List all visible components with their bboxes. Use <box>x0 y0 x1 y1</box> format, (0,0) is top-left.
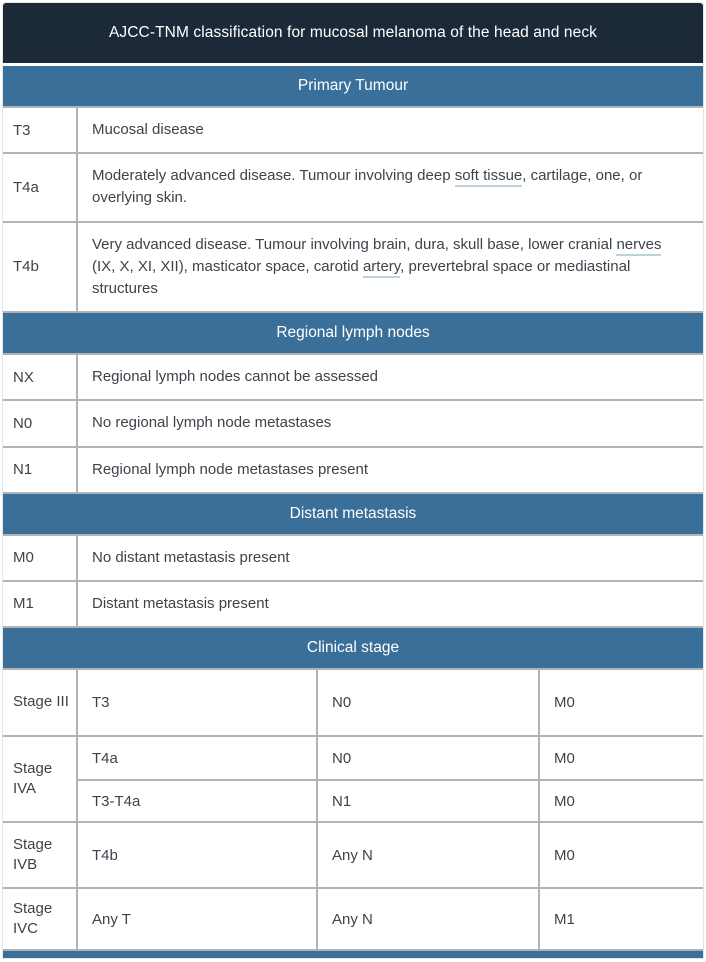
row-t3 <box>3 108 703 154</box>
table-title: AJCC-TNM classification for mucosal melanoma of the head and neck <box>3 3 703 63</box>
stage-ivc-m: M1 <box>554 910 575 928</box>
stage-ivb-m: M0 <box>554 846 575 864</box>
description-text: , prevertebral space or mediastinal structures <box>92 257 631 297</box>
tnm-classification-table <box>2 2 704 959</box>
stage-iii-m: M0 <box>554 694 575 712</box>
nx-code: NX <box>3 355 78 399</box>
description-text: Very advanced disease. Tumour involving brain, dura, skull base, lower cranial <box>92 235 617 253</box>
stage-iva-n-1: N0 <box>318 737 540 779</box>
stage-iii-label: Stage III <box>3 670 78 735</box>
description-text: , cartilage, one, or overlying skin. <box>92 167 643 207</box>
stage-iva-t-2: T3-T4a <box>78 781 318 821</box>
stage-iva-n-2: N1 <box>318 781 540 821</box>
stage-ivb-n: Any N <box>318 823 540 887</box>
n1-code: N1 <box>3 448 78 492</box>
m1-code: M1 <box>3 582 78 626</box>
t3-code: T3 <box>3 108 78 152</box>
description-text: Regional lymph node metastases present <box>92 460 368 478</box>
row-t4a <box>3 154 703 222</box>
stage-ivc-row <box>3 889 703 951</box>
stage-ivb-t: T4b <box>78 823 318 887</box>
t4b-code: T4b <box>3 223 78 312</box>
t4a-code: T4a <box>3 154 78 220</box>
tooltip-term[interactable]: soft tissue <box>455 167 523 187</box>
n0-description <box>78 401 703 445</box>
tooltip-term[interactable]: nerves <box>616 236 661 256</box>
description-text: No distant metastasis present <box>92 548 290 566</box>
stage-ivb-row <box>3 823 703 889</box>
description-text: Regional lymph nodes cannot be assessed <box>92 368 379 386</box>
description-text: Distant metastasis present <box>92 594 269 612</box>
t4a-description <box>78 154 703 220</box>
next-section-header-partial <box>3 951 703 958</box>
row-n0 <box>3 401 703 447</box>
stage-ivc-label: Stage IVC <box>3 889 78 949</box>
stage-iva-label: Stage IVA <box>3 737 78 821</box>
row-nx <box>3 355 703 401</box>
n1-description <box>78 448 703 492</box>
section-header-distant-metastasis: Distant metastasis <box>3 494 703 536</box>
row-n1 <box>3 448 703 494</box>
m0-code: M0 <box>3 536 78 580</box>
section-header-primary-tumour: Primary Tumour <box>3 66 703 108</box>
section-header-clinical-stage: Clinical stage <box>3 628 703 670</box>
stage-ivc-n: Any N <box>318 889 540 949</box>
nx-description <box>78 355 703 399</box>
tooltip-term[interactable]: artery <box>363 258 400 278</box>
stage-iva-t-1: T4a <box>78 737 318 779</box>
t3-description <box>78 108 703 152</box>
stage-iii-row <box>3 670 703 737</box>
row-t4b <box>3 223 703 314</box>
stage-iva-m-1: M0 <box>554 749 575 767</box>
m0-description <box>78 536 703 580</box>
m1-description <box>78 582 703 626</box>
description-text: Mucosal disease <box>92 121 204 138</box>
stage-iii-n: N0 <box>318 670 540 735</box>
stage-iva-m-2: M0 <box>554 792 575 810</box>
row-m1 <box>3 582 703 628</box>
description-text: Moderately advanced disease. Tumour involving deep <box>92 167 455 185</box>
row-m0 <box>3 536 703 582</box>
stage-ivc-t: Any T <box>78 889 318 949</box>
stage-iii-t: T3 <box>78 670 318 735</box>
n0-code: N0 <box>3 401 78 445</box>
description-text: (IX, X, XI, XII), masticator space, carotid <box>92 257 363 275</box>
t4b-description <box>78 223 703 312</box>
description-text: No regional lymph node metastases <box>92 414 332 432</box>
stage-ivb-label: Stage IVB <box>3 823 78 887</box>
section-header-regional-lymph-nodes: Regional lymph nodes <box>3 313 703 355</box>
stage-iva-row <box>3 737 703 823</box>
